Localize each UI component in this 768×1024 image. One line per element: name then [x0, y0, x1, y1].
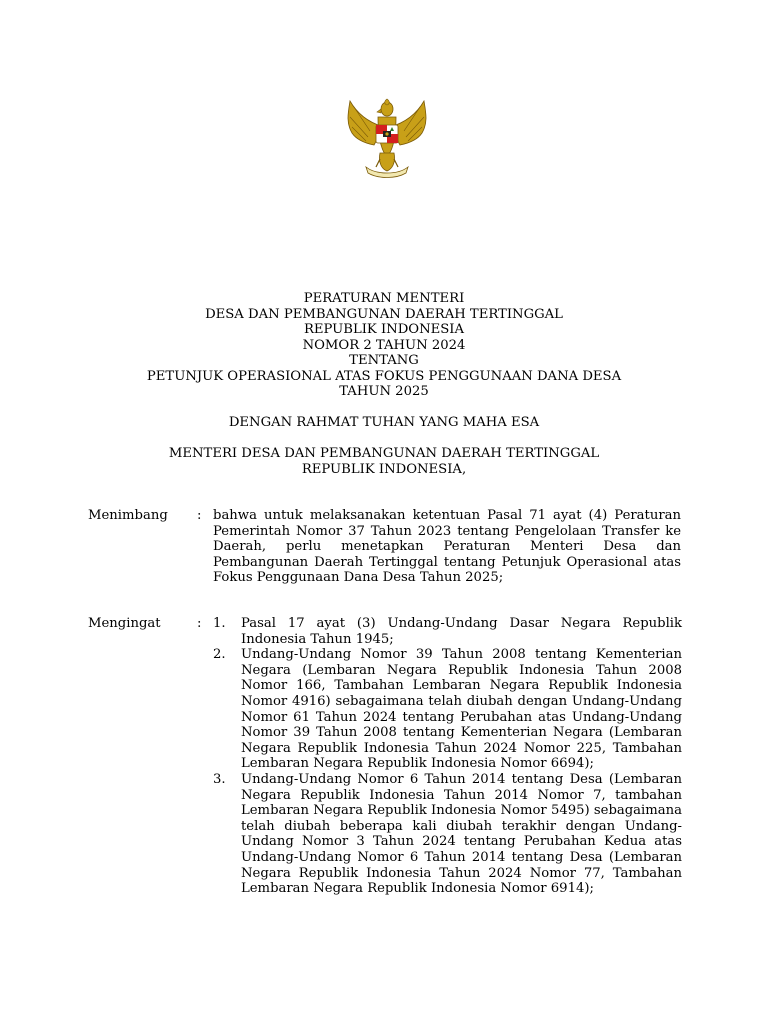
list-item-text: Pasal 17 ayat (3) Undang-Undang Dasar Negara Republik Indonesia Tahun 1945;	[241, 616, 682, 647]
menimbang-colon: :	[197, 508, 202, 523]
preamble-grace	[60, 415, 708, 431]
list-item	[213, 772, 682, 897]
title-line: NOMOR 2 TAHUN 2024	[302, 337, 466, 353]
list-item	[213, 647, 682, 772]
document-title-block	[60, 291, 708, 400]
title-line: DESA DAN PEMBANGUNAN DAERAH TERTINGGAL	[205, 306, 563, 322]
list-item-number: 3.	[213, 771, 226, 787]
mengingat-label: Mengingat	[88, 616, 161, 631]
list-item-text: Undang-Undang Nomor 39 Tahun 2008 tentang Kementerian Negara (Lembaran Negara Republik Indonesia Tahun 2008 Nomor 166, Tambahan Lembaran Negara Republik Indonesia Nomor 4916) sebagaimana telah diubah dengan Undang-Undang Nomor 61 Tahun 2024 tentang Perubahan atas Undang-Undang Nomor 39 Tahun 2008 tentang Kementerian Negara (Lembaran Negara Republik Indonesia Tahun 2024 Nomor 225, Tambahan Lembaran Negara Republik Indonesia Nomor 6694);	[241, 647, 682, 772]
title-line: PETUNJUK OPERASIONAL ATAS FOKUS PENGGUNAAN DANA DESA	[146, 368, 622, 384]
menimbang-label: Menimbang	[88, 508, 168, 523]
title-line: TENTANG	[349, 353, 419, 368]
title-line: PERATURAN MENTERI	[303, 291, 465, 306]
grace-line: DENGAN RAHMAT TUHAN YANG MAHA ESA	[228, 415, 540, 430]
garuda-pancasila-emblem	[340, 93, 434, 181]
minister-line: REPUBLIK INDONESIA,	[301, 461, 467, 477]
title-line: REPUBLIK INDONESIA	[303, 322, 465, 337]
menimbang-text: bahwa untuk melaksanakan ketentuan Pasal 71 ayat (4) Peraturan Pemerintah Nomor 37 Tahun 2023 tentang Pengelolaan Transfer ke Daerah, perlu menetapkan Peraturan Menteri Desa dan Pembangunan Daerah Tertinggal tentang Petunjuk Operasional atas Fokus Penggunaan Dana Desa Tahun 2025;	[213, 508, 681, 586]
list-item-number: 1.	[213, 616, 226, 631]
mengingat-list	[213, 616, 682, 897]
minister-block	[60, 446, 708, 477]
title-line: TAHUN 2025	[339, 384, 429, 399]
mengingat-colon: :	[197, 616, 202, 631]
minister-line: MENTERI DESA DAN PEMBANGUNAN DAERAH TERTINGGAL	[168, 446, 600, 461]
list-item	[213, 616, 682, 647]
list-item-text: Undang-Undang Nomor 6 Tahun 2014 tentang Desa (Lembaran Negara Republik Indonesia Tahun 2014 Nomor 7, tambahan Lembaran Negara Republik Indonesia Nomor 5495) sebagaimana telah diubah beberapa kali diubah terakhir dengan Undang-Undang Nomor 3 Tahun 2024 tentang Perubahan Kedua atas Undang-Undang Nomor 6 Tahun 2014 tentang Desa (Lembaran Negara Republik Indonesia Tahun 2024 Nomor 77, Tambahan Lembaran Negara Republik Indonesia Nomor 6914);	[241, 771, 682, 897]
list-item-number: 2.	[213, 647, 226, 663]
